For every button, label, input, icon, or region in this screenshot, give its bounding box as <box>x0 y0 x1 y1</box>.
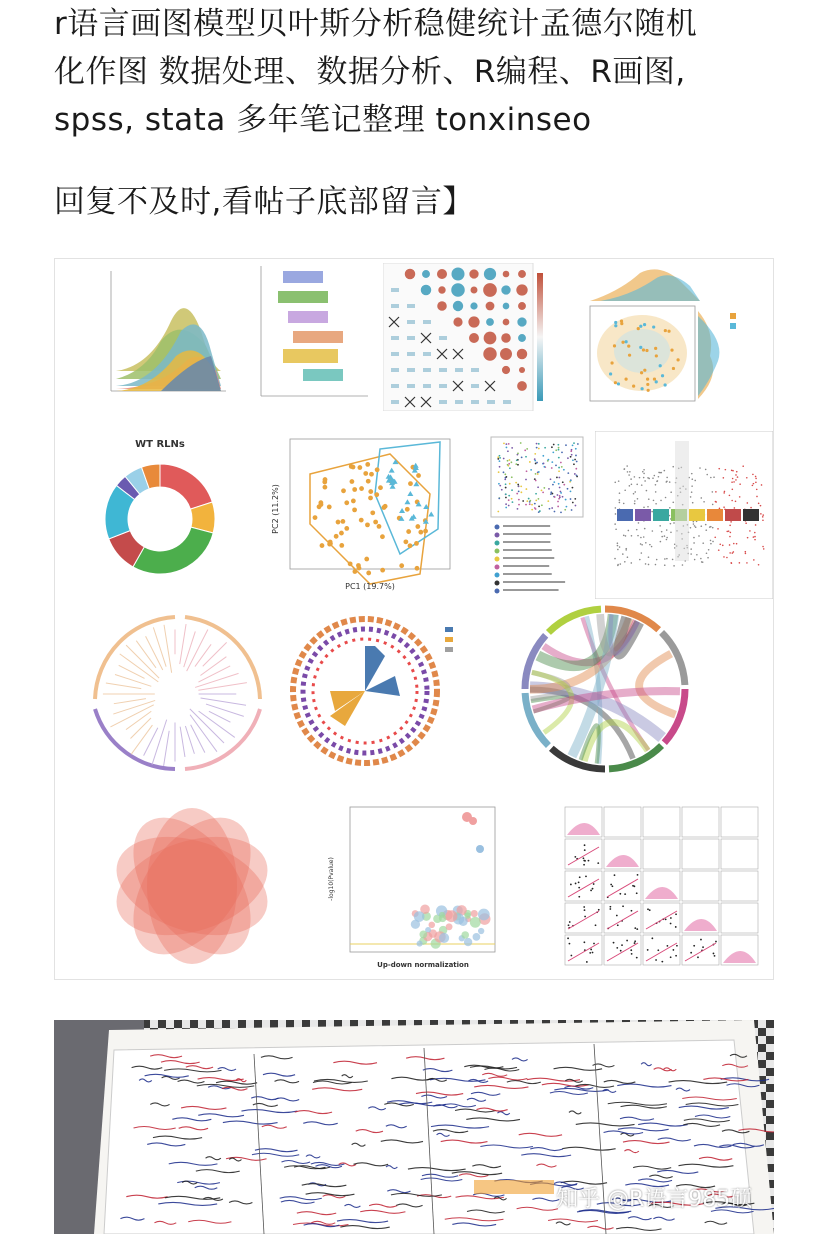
donut-chart-thumb <box>95 429 225 589</box>
handwritten-notes-photo[interactable] <box>54 1020 774 1234</box>
volcano-xlabel: Up-down normalization <box>377 961 469 969</box>
post-line-3: spss, stata 多年笔记整理 tonxinseo <box>54 102 592 138</box>
post-line-1: r语言画图模型贝叶斯分析稳健统计孟德尔随机 <box>54 6 698 42</box>
donut-title: WT RLNs <box>135 439 185 450</box>
chord-diagram-thumb <box>515 604 695 774</box>
pairs-plot-thumb <box>555 799 760 969</box>
post-line-4: 回复不及时,看帖子底部留言】 <box>54 184 474 220</box>
tsne-plot-thumb <box>483 435 588 600</box>
post-text <box>54 0 784 226</box>
pca-hull-plot-thumb <box>270 434 460 594</box>
circular-barplot-thumb <box>285 609 485 769</box>
venn-diagram-thumb <box>95 794 290 974</box>
ridgeline-plot-thumb <box>61 261 231 411</box>
correlation-matrix-thumb <box>383 263 553 411</box>
pca-xlabel: PC1 (19.7%) <box>345 582 395 591</box>
cluster-boxplot-thumb <box>595 431 773 599</box>
zhihu-watermark: 知乎 @R语言985硕 <box>556 1187 753 1212</box>
pca-marginal-plot-thumb <box>570 261 770 411</box>
circular-dendrogram-thumb <box>75 609 275 774</box>
pca-ylabel: PC2 (11.2%) <box>271 484 280 534</box>
volcano-plot-thumb <box>315 799 505 979</box>
plot-collage-image[interactable] <box>54 258 774 980</box>
histogram-plot-thumb <box>233 261 373 411</box>
volcano-ylabel: -log10(Pvalue) <box>328 857 335 901</box>
post-line-2: 化作图 数据处理、数据分析、R编程、R画图, <box>54 54 686 90</box>
